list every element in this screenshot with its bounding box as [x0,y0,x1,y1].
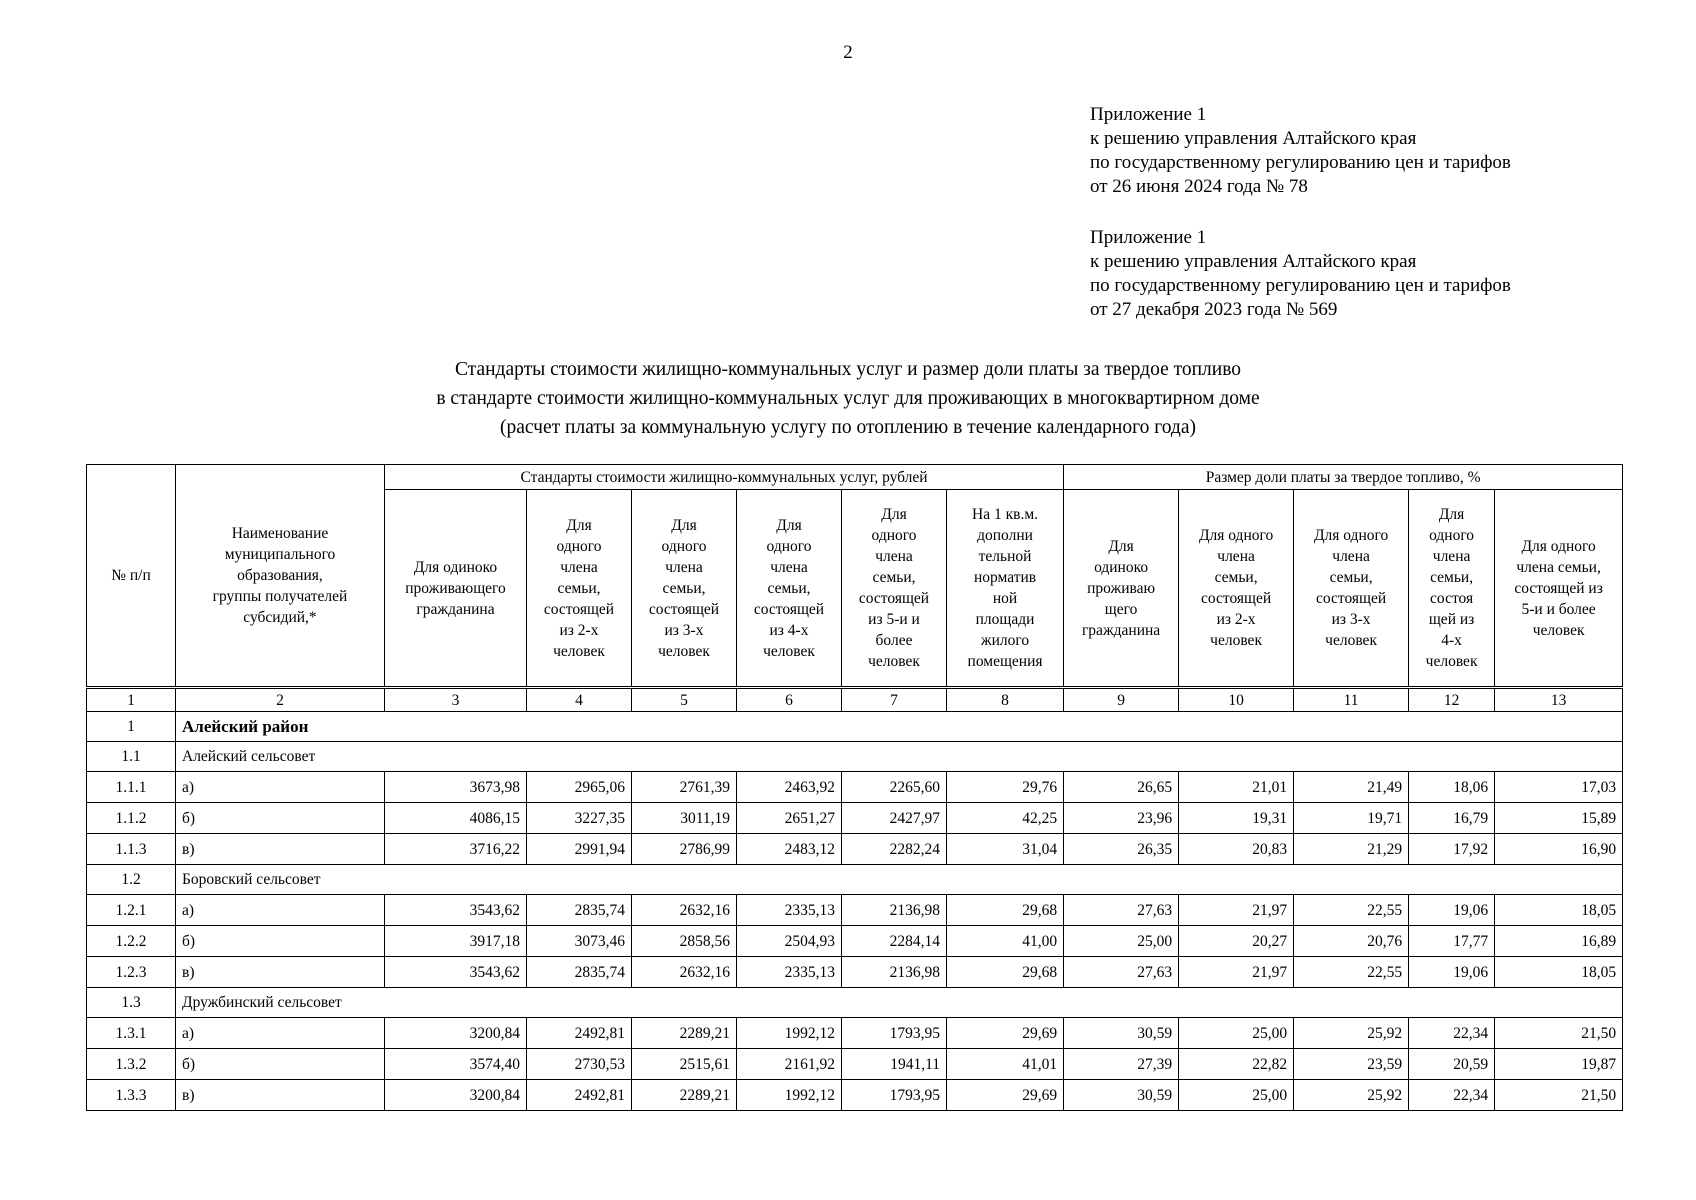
value-cell: 17,77 [1409,926,1495,957]
column-number: 12 [1409,688,1495,712]
header-line: образования, [237,567,323,584]
value-cell: 2427,97 [842,803,947,834]
value-cell: 2835,74 [527,895,632,926]
appendix-line: по государственному регулированию цен и тарифов [1090,275,1511,296]
value-cell: 19,87 [1495,1049,1623,1080]
subheader-line: одного [766,537,812,555]
settlement-name: Боровский сельсовет [176,865,1623,895]
subheader-line: Для одиноко [413,558,498,576]
subheader-col-4 [527,490,632,688]
table-row [87,772,1623,803]
settlement-name: Дружбинский сельсовет [176,988,1623,1018]
value-cell: 21,97 [1179,895,1294,926]
value-cell: 18,05 [1495,895,1623,926]
subheader-line: Для [1108,537,1134,555]
value-cell: 25,92 [1294,1080,1409,1111]
settlement-number: 1.2 [87,865,176,895]
column-number: 10 [1179,688,1294,712]
subheader-line: семьи, [872,569,916,586]
subheader-line: человек [658,642,710,660]
row-number: 1.3.2 [87,1049,176,1080]
value-cell: 21,50 [1495,1018,1623,1049]
column-number: 3 [385,688,527,712]
subheader-line: из 2-х [1216,611,1256,628]
subheader-line: семьи, [767,579,811,597]
value-cell: 4086,15 [385,803,527,834]
subheader-line: Для одного [1198,527,1274,544]
value-cell: 3200,84 [385,1018,527,1049]
value-cell: 27,63 [1064,895,1179,926]
subheader-line: семьи, [1430,569,1474,586]
subheader-line: щего [1104,600,1138,618]
settlement-row [87,742,1623,772]
value-cell: 2632,16 [632,957,737,988]
row-number: 1.1.1 [87,772,176,803]
value-cell: 17,03 [1495,772,1623,803]
value-cell: 27,63 [1064,957,1179,988]
recipient-group: в) [176,1080,385,1111]
value-cell: 3917,18 [385,926,527,957]
value-cell: 2161,92 [737,1049,842,1080]
value-cell: 25,92 [1294,1018,1409,1049]
subheader-line: состоящей [648,600,720,618]
subheader-col-7 [842,490,947,688]
subheader-col-9 [1064,490,1179,688]
district-name: Алейский район [176,712,1623,742]
header-line: Наименование [231,525,329,542]
value-cell: 21,97 [1179,957,1294,988]
header-group-standards: Стандарты стоимости жилищно-коммунальных услуг, рублей [385,465,1064,490]
value-cell: 2991,94 [527,834,632,865]
recipient-group: а) [176,772,385,803]
table-row [87,926,1623,957]
row-number: 1.1.2 [87,803,176,834]
subheader-col-5 [632,490,737,688]
subheader-col-11 [1294,490,1409,688]
value-cell: 2761,39 [632,772,737,803]
value-cell: 23,59 [1294,1049,1409,1080]
value-cell: 41,00 [947,926,1064,957]
subheader-col-13 [1495,490,1623,688]
value-cell: 3543,62 [385,957,527,988]
subheader-line: семьи, [1214,569,1258,586]
appendix-block-current [1090,103,1511,199]
value-cell: 20,76 [1294,926,1409,957]
table-row [87,1018,1623,1049]
tariff-table [86,464,1623,1111]
value-cell: 2730,53 [527,1049,632,1080]
value-cell: 1793,95 [842,1018,947,1049]
page-number: 2 [843,42,853,63]
subheader-line: одного [661,537,707,555]
subheader-line: состоящей из [1514,579,1603,597]
value-cell: 22,82 [1179,1049,1294,1080]
row-number: 1.2.3 [87,957,176,988]
value-cell: 16,90 [1495,834,1623,865]
subheader-line: члена [560,558,598,576]
column-number: 4 [527,688,632,712]
value-cell: 15,89 [1495,803,1623,834]
recipient-group: а) [176,1018,385,1049]
subheader-col-3 [385,490,527,688]
value-cell: 17,92 [1409,834,1495,865]
value-cell: 22,55 [1294,957,1409,988]
value-cell: 29,76 [947,772,1064,803]
value-cell: 2492,81 [527,1018,632,1049]
column-number: 2 [176,688,385,712]
appendix-line: Приложение 1 [1090,227,1207,248]
subheader-line: состоящей [1200,590,1272,607]
subheader-line: человек [553,642,605,660]
value-cell: 1992,12 [737,1080,842,1111]
value-cell: 29,68 [947,895,1064,926]
subheader-line: ной [992,590,1018,607]
value-cell: 1793,95 [842,1080,947,1111]
recipient-group: б) [176,1049,385,1080]
column-number: 1 [87,688,176,712]
subheader-line: 4-х [1441,632,1462,649]
subheader-line: тельной [978,548,1032,565]
column-number: 8 [947,688,1064,712]
column-number: 5 [632,688,737,712]
header-line: муниципального [224,546,336,563]
value-cell: 2858,56 [632,926,737,957]
subheader-line: дополни [977,527,1033,544]
value-cell: 21,01 [1179,772,1294,803]
value-cell: 21,49 [1294,772,1409,803]
subheader-line: человек [763,642,815,660]
subheader-line: состоя [1430,590,1474,607]
row-number: 1.3.1 [87,1018,176,1049]
recipient-group: в) [176,834,385,865]
subheader-line: 5-и и более [1521,600,1596,618]
value-cell: 2289,21 [632,1080,737,1111]
value-cell: 16,89 [1495,926,1623,957]
appendix-block-original [1090,226,1511,322]
header-line: субсидий,* [243,609,317,626]
value-cell: 19,06 [1409,957,1495,988]
value-cell: 2265,60 [842,772,947,803]
appendix-line: к решению управления Алтайского края [1090,128,1417,149]
recipient-group: в) [176,957,385,988]
value-cell: 19,71 [1294,803,1409,834]
subheader-line: члена [875,548,913,565]
column-number: 9 [1064,688,1179,712]
subheader-line: члена [1217,548,1255,565]
table-row [87,957,1623,988]
subheader-line: На 1 кв.м. [972,506,1039,523]
settlement-name: Алейский сельсовет [176,742,1623,772]
subheader-line: семьи, [662,579,706,597]
subheader-line: члена семьи, [1516,558,1601,576]
subheader-col-6 [737,490,842,688]
value-cell: 22,34 [1409,1018,1495,1049]
value-cell: 31,04 [947,834,1064,865]
settlement-row [87,865,1623,895]
subheader-line: человек [1325,632,1377,649]
value-cell: 18,06 [1409,772,1495,803]
table-row [87,834,1623,865]
value-cell: 2651,27 [737,803,842,834]
subheader-line: человек [1425,653,1478,670]
subheader-line: площади [975,611,1035,628]
subheader-line: из 3-х [664,621,704,639]
appendix-line: от 26 июня 2024 года № 78 [1090,176,1308,197]
subheader-line: гражданина [416,600,495,618]
subheader-line: состоящей [543,600,615,618]
value-cell: 16,79 [1409,803,1495,834]
value-cell: 3200,84 [385,1080,527,1111]
value-cell: 19,06 [1409,895,1495,926]
value-cell: 1941,11 [842,1049,947,1080]
value-cell: 21,50 [1495,1080,1623,1111]
subheader-line: Для одного [1521,537,1596,555]
subheader-line: из 5-и и [868,611,920,628]
value-cell: 3227,35 [527,803,632,834]
subheader-col-8 [947,490,1064,688]
row-number: 1.2.1 [87,895,176,926]
value-cell: 2492,81 [527,1080,632,1111]
column-number: 13 [1495,688,1623,712]
subheader-line: Для [776,516,802,534]
column-number: 11 [1294,688,1409,712]
settlement-number: 1.1 [87,742,176,772]
value-cell: 25,00 [1179,1018,1294,1049]
subheader-line: члена [1332,548,1370,565]
header-group-fuel-share: Размер доли платы за твердое топливо, % [1064,465,1623,490]
value-cell: 22,34 [1409,1080,1495,1111]
value-cell: 2335,13 [737,895,842,926]
value-cell: 20,83 [1179,834,1294,865]
value-cell: 18,05 [1495,957,1623,988]
value-cell: 2463,92 [737,772,842,803]
subheader-line: из 4-х [769,621,809,639]
value-cell: 2835,74 [527,957,632,988]
subheader-col-10 [1179,490,1294,688]
subheader-line: жилого [980,632,1030,649]
subheader-line: помещения [967,653,1043,670]
subheader-line: проживаю [1087,579,1156,597]
value-cell: 19,31 [1179,803,1294,834]
subheader-line: более [875,632,913,649]
settlement-row [87,988,1623,1018]
district-row [87,712,1623,742]
title-line: Стандарты стоимости жилищно-коммунальных услуг и размер доли платы за твердое топливо [454,359,1242,380]
value-cell: 2504,93 [737,926,842,957]
recipient-group: б) [176,926,385,957]
value-cell: 29,69 [947,1018,1064,1049]
value-cell: 2515,61 [632,1049,737,1080]
subheader-line: состоящей [858,590,930,607]
subheader-line: Для [1438,506,1465,523]
value-cell: 2136,98 [842,895,947,926]
value-cell: 2289,21 [632,1018,737,1049]
value-cell: 2282,24 [842,834,947,865]
value-cell: 3574,40 [385,1049,527,1080]
table-row [87,895,1623,926]
subheader-line: Для [671,516,697,534]
subheader-line: члена [665,558,703,576]
column-number: 7 [842,688,947,712]
district-number: 1 [87,712,176,742]
value-cell: 26,35 [1064,834,1179,865]
column-number-row [87,688,1623,712]
value-cell: 3073,46 [527,926,632,957]
row-number: 1.2.2 [87,926,176,957]
value-cell: 23,96 [1064,803,1179,834]
subheader-line: семьи, [557,579,601,597]
value-cell: 3673,98 [385,772,527,803]
subheader-line: Для [881,506,907,523]
value-cell: 41,01 [947,1049,1064,1080]
subheader-line: из 2-х [559,621,599,639]
column-number: 6 [737,688,842,712]
subheader-line: одиноко [1094,558,1149,576]
subheader-line: члена [770,558,808,576]
subheader-line: одного [1429,527,1475,544]
value-cell: 29,68 [947,957,1064,988]
value-cell: 3716,22 [385,834,527,865]
value-cell: 42,25 [947,803,1064,834]
row-number: 1.1.3 [87,834,176,865]
subheader-line: члена [1432,548,1471,565]
value-cell: 2284,14 [842,926,947,957]
appendix-line: Приложение 1 [1090,104,1207,125]
value-cell: 25,00 [1179,1080,1294,1111]
subheader-line: человек [868,653,920,670]
subheader-line: проживающего [405,579,506,597]
value-cell: 2335,13 [737,957,842,988]
subheader-line: Для [566,516,592,534]
subheader-line: состоящей [1315,590,1387,607]
value-cell: 2483,12 [737,834,842,865]
appendix-line: к решению управления Алтайского края [1090,251,1417,272]
subheader-line: человек [1210,632,1262,649]
value-cell: 2632,16 [632,895,737,926]
subheader-line: семьи, [1329,569,1373,586]
value-cell: 1992,12 [737,1018,842,1049]
header-number: № п/п [87,465,176,688]
subheader-line: состоящей [753,600,825,618]
table-row [87,1080,1623,1111]
value-cell: 22,55 [1294,895,1409,926]
value-cell: 30,59 [1064,1018,1179,1049]
appendix-line: по государственному регулированию цен и тарифов [1090,152,1511,173]
header-municipality [176,465,385,688]
value-cell: 20,27 [1179,926,1294,957]
value-cell: 26,65 [1064,772,1179,803]
value-cell: 30,59 [1064,1080,1179,1111]
subheader-line: гражданина [1081,621,1161,639]
value-cell: 25,00 [1064,926,1179,957]
settlement-number: 1.3 [87,988,176,1018]
value-cell: 2136,98 [842,957,947,988]
subheader-line: Для одного [1313,527,1389,544]
value-cell: 20,59 [1409,1049,1495,1080]
table-row [87,803,1623,834]
document-title [0,355,1696,442]
subheader-col-12 [1409,490,1495,688]
subheader-line: норматив [973,569,1037,586]
value-cell: 3011,19 [632,803,737,834]
subheader-line: человек [1532,621,1585,639]
value-cell: 21,29 [1294,834,1409,865]
recipient-group: б) [176,803,385,834]
title-line: в стандарте стоимости жилищно-коммунальных услуг для проживающих в многоквартирном доме [436,388,1260,409]
row-number: 1.3.3 [87,1080,176,1111]
table-row [87,1049,1623,1080]
subheader-line: одного [556,537,602,555]
appendix-line: от 27 декабря 2023 года № 569 [1090,299,1338,320]
title-line: (расчет платы за коммунальную услугу по отоплению в течение календарного года) [500,417,1196,438]
subheader-line: одного [871,527,917,544]
header-line: группы получателей [212,588,348,605]
value-cell: 2786,99 [632,834,737,865]
value-cell: 27,39 [1064,1049,1179,1080]
subheader-line: из 3-х [1331,611,1371,628]
value-cell: 2965,06 [527,772,632,803]
value-cell: 3543,62 [385,895,527,926]
value-cell: 29,69 [947,1080,1064,1111]
recipient-group: а) [176,895,385,926]
subheader-line: щей из [1428,611,1475,628]
